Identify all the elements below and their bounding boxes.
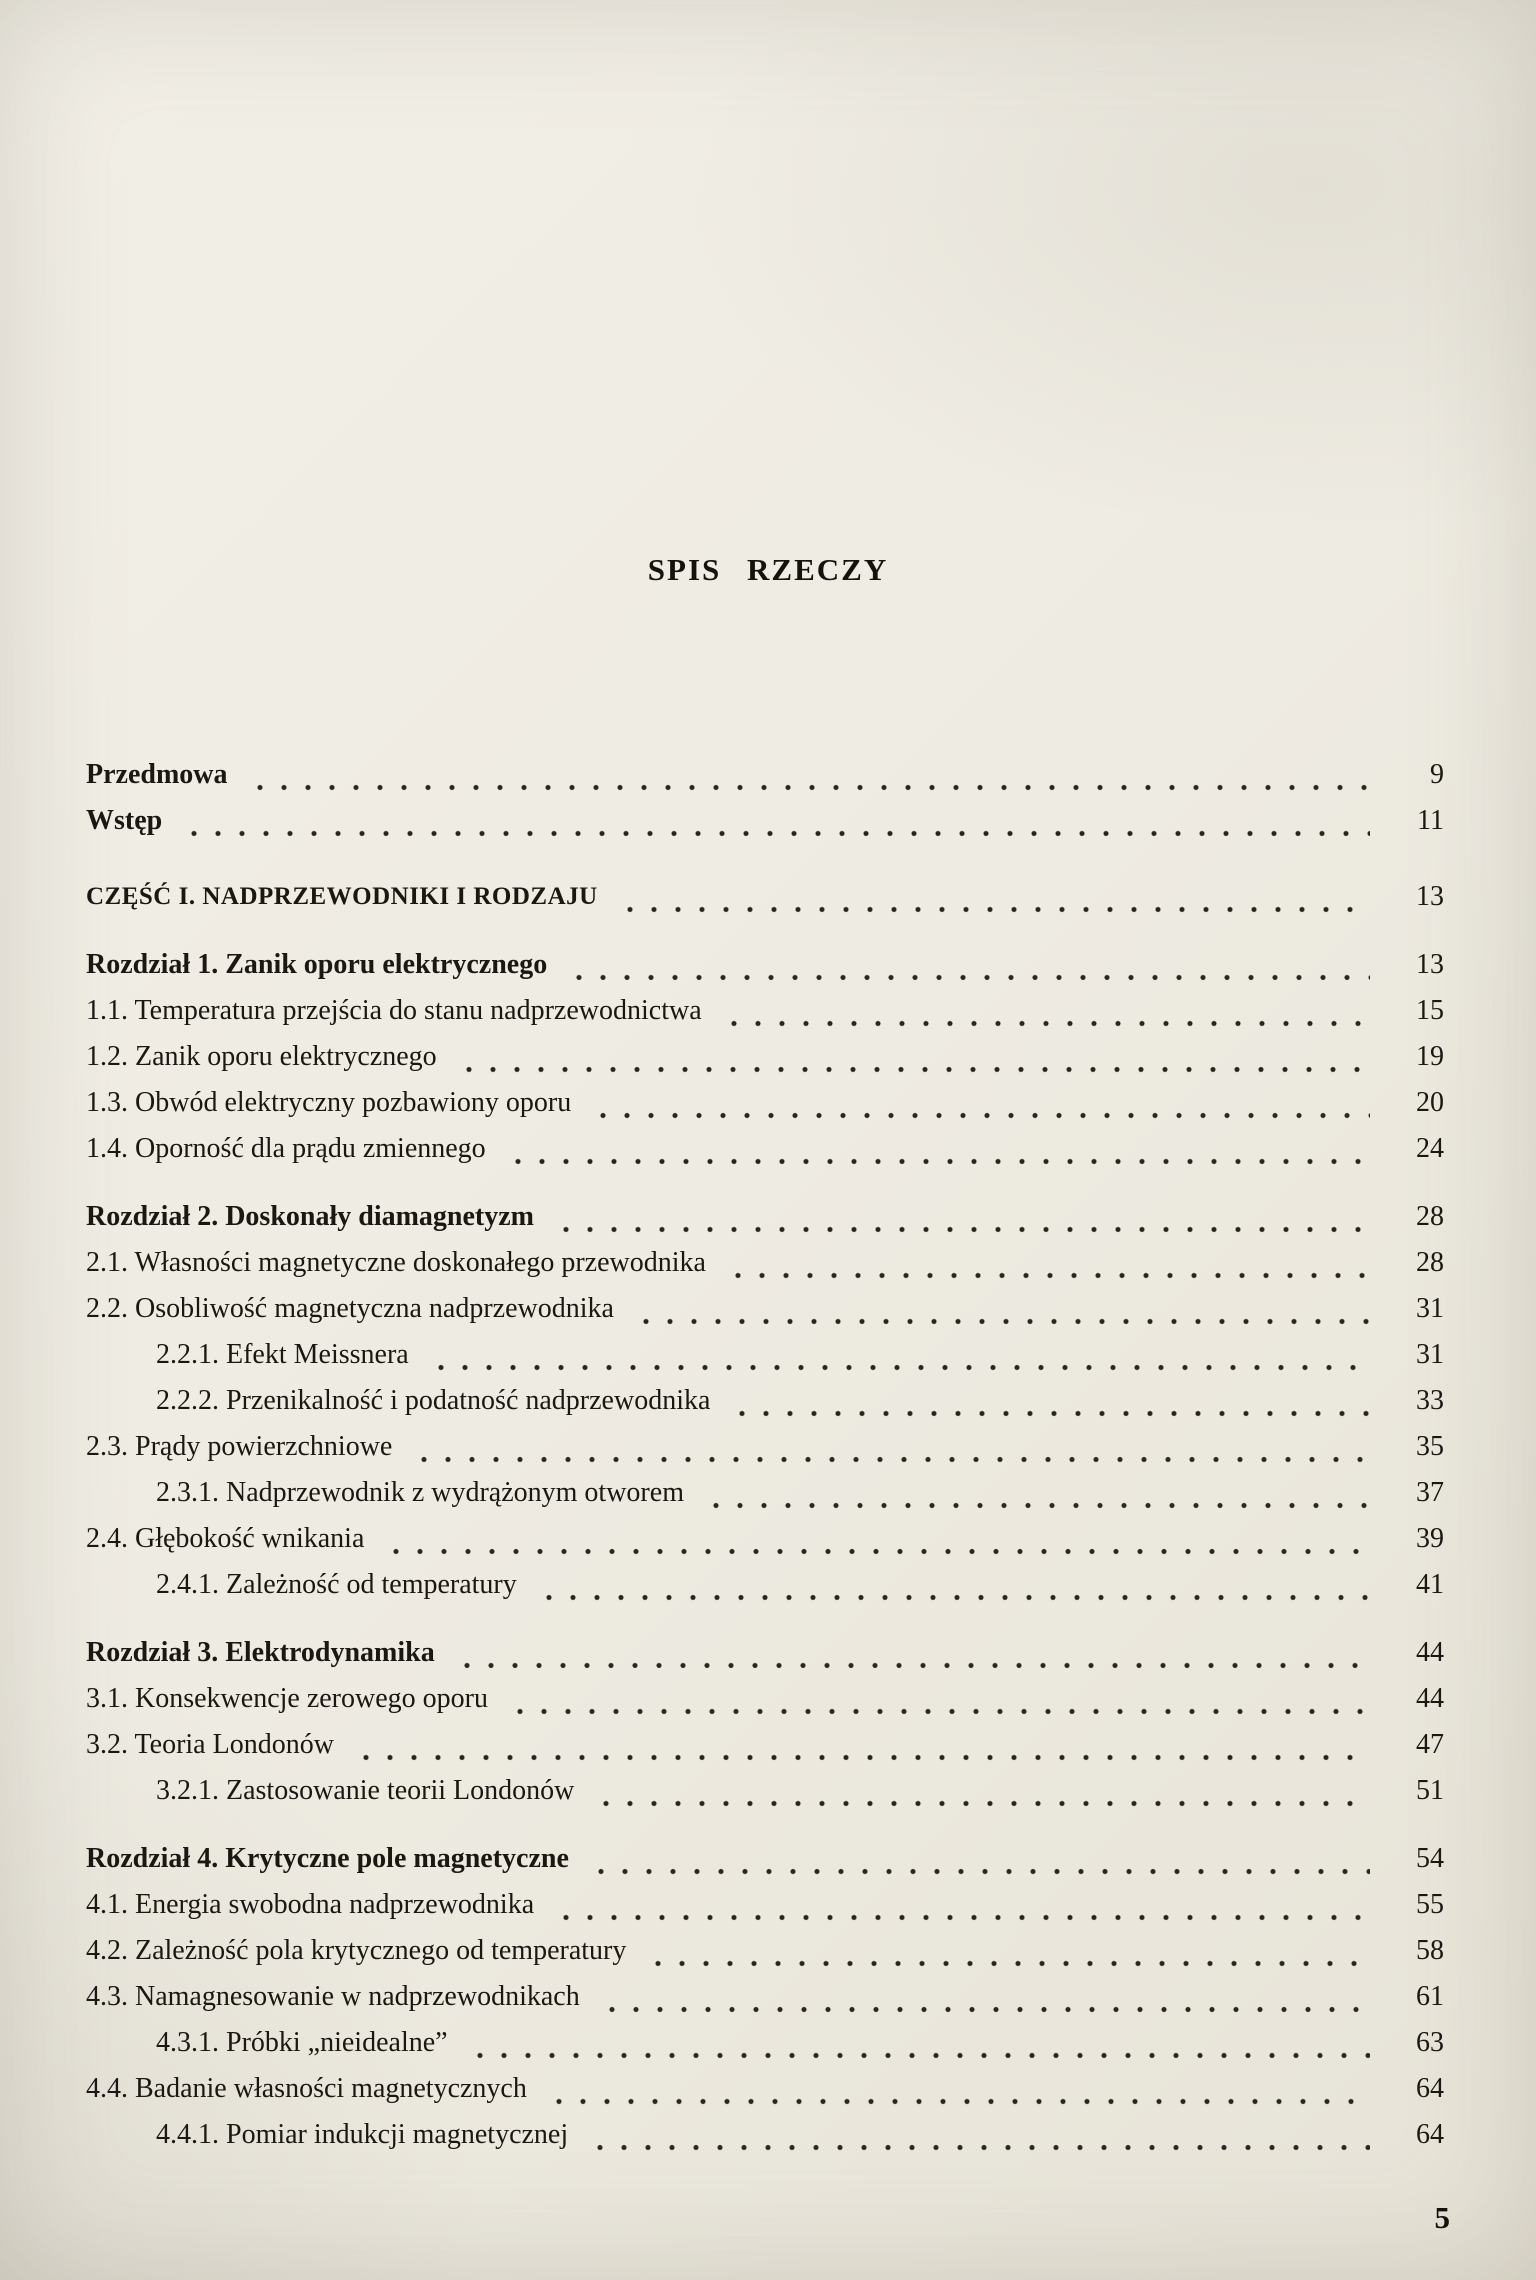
toc-entry-page: 64	[1416, 2119, 1444, 2150]
dot-leader	[457, 1034, 1370, 1080]
dot-leader	[726, 1240, 1370, 1286]
toc-entry-page: 20	[1416, 1087, 1444, 1118]
toc-entry	[86, 1836, 1444, 1882]
toc-entry-page: 63	[1416, 2027, 1444, 2058]
dot-leader	[588, 2112, 1370, 2158]
toc-entry-label: Przedmowa	[86, 759, 228, 790]
toc-entry-page: 33	[1416, 1385, 1444, 1416]
toc-entry	[86, 798, 1444, 844]
toc-entry	[86, 1562, 1444, 1608]
dot-leader	[508, 1676, 1370, 1722]
toc-entry-label: 2.1. Własności magnetyczne doskonałego przewodnika	[86, 1247, 706, 1278]
toc-entry-label: 2.2. Osobliwość magnetyczna nadprzewodnika	[86, 1293, 614, 1324]
dot-leader	[591, 1080, 1370, 1126]
toc-entry	[86, 2112, 1444, 2158]
dot-leader	[248, 752, 1370, 798]
toc-entry-label: 2.2.2. Przenikalność i podatność nadprzewodnika	[156, 1385, 711, 1416]
toc-entry-page: 61	[1416, 1981, 1444, 2012]
toc-entry-page: 13	[1416, 881, 1444, 912]
toc-entry-label: 4.4. Badanie własności magnetycznych	[86, 2073, 527, 2104]
toc-entry-page: 51	[1416, 1775, 1444, 1806]
page-number: 5	[1434, 2200, 1450, 2235]
dot-leader	[468, 2020, 1370, 2066]
toc-entry-page: 37	[1416, 1477, 1444, 1508]
toc-entry-label: 4.4.1. Pomiar indukcji magnetycznej	[156, 2119, 569, 2150]
toc-entry-label: 3.1. Konsekwencje zerowego oporu	[86, 1683, 488, 1714]
toc-entry	[86, 1676, 1444, 1722]
toc-entry-page: 24	[1416, 1133, 1444, 1164]
toc-entry	[86, 1516, 1444, 1562]
toc-entry-label: Wstęp	[86, 805, 163, 836]
toc-entry-label: Rozdział 3. Elektrodynamika	[86, 1637, 435, 1668]
toc-entry-label: 1.1. Temperatura przejścia do stanu nadprzewodnictwa	[86, 995, 702, 1026]
toc-entry-page: 9	[1430, 759, 1444, 790]
dot-leader	[384, 1516, 1370, 1562]
toc-entry-label: Rozdział 4. Krytyczne pole magnetyczne	[86, 1843, 569, 1874]
toc-entry	[86, 1928, 1444, 1974]
dot-leader	[600, 1974, 1370, 2020]
toc-entry-label: 4.2. Zależność pola krytycznego od temperatury	[86, 1935, 627, 1966]
toc-entry-page: 39	[1416, 1523, 1444, 1554]
dot-leader	[722, 988, 1370, 1034]
dot-leader	[567, 942, 1370, 988]
toc-entry	[86, 874, 1444, 920]
toc-entry-page: 44	[1416, 1683, 1444, 1714]
toc-entry-label: 4.3.1. Próbki „nieidealne”	[156, 2027, 448, 2058]
toc-entry	[86, 1882, 1444, 1928]
dot-leader	[618, 874, 1370, 920]
toc-entry	[86, 988, 1444, 1034]
dot-leader	[634, 1286, 1370, 1332]
toc-entry-label: Rozdział 1. Zanik oporu elektrycznego	[86, 949, 548, 980]
toc-entry	[86, 1194, 1444, 1240]
dot-leader	[547, 2066, 1370, 2112]
toc-entry-page: 47	[1416, 1729, 1444, 1760]
toc-entry-page: 44	[1416, 1637, 1444, 1668]
toc-entry	[86, 1286, 1444, 1332]
dot-leader	[589, 1836, 1370, 1882]
toc-entry-label: 4.3. Namagnesowanie w nadprzewodnikach	[86, 1981, 580, 2012]
dot-leader	[537, 1562, 1370, 1608]
toc-entry	[86, 1034, 1444, 1080]
toc-entry-page: 19	[1416, 1041, 1444, 1072]
dot-leader	[506, 1126, 1370, 1172]
toc-entry-page: 28	[1416, 1247, 1444, 1278]
toc-list	[86, 752, 1444, 2158]
toc-entry	[86, 752, 1444, 798]
toc-entry	[86, 2020, 1444, 2066]
toc-entry	[86, 1080, 1444, 1126]
dot-leader	[354, 1722, 1370, 1768]
dot-leader	[594, 1768, 1370, 1814]
toc-entry	[86, 1470, 1444, 1516]
toc-entry-label: 1.3. Obwód elektryczny pozbawiony oporu	[86, 1087, 572, 1118]
toc-entry-page: 58	[1416, 1935, 1444, 1966]
dot-leader	[429, 1332, 1370, 1378]
toc-entry-page: 31	[1416, 1293, 1444, 1324]
toc-entry-label: 2.3.1. Nadprzewodnik z wydrążonym otworem	[156, 1477, 684, 1508]
toc-entry	[86, 1768, 1444, 1814]
toc-entry-label: 3.2.1. Zastosowanie teorii Londonów	[156, 1775, 575, 1806]
toc-entry	[86, 1378, 1444, 1424]
toc-entry-label: 2.4.1. Zależność od temperatury	[156, 1569, 517, 1600]
toc-entry-label: 3.2. Teoria Londonów	[86, 1729, 334, 1760]
toc-entry	[86, 2066, 1444, 2112]
toc-entry-label: 2.2.1. Efekt Meissnera	[156, 1339, 409, 1370]
dot-leader	[412, 1424, 1370, 1470]
toc-entry-page: 41	[1416, 1569, 1444, 1600]
toc-entry	[86, 1722, 1444, 1768]
toc-entry-page: 11	[1417, 805, 1444, 836]
toc-entry-label: 2.4. Głębokość wnikania	[86, 1523, 365, 1554]
toc-entry	[86, 1332, 1444, 1378]
toc-entry	[86, 942, 1444, 988]
toc-entry	[86, 1424, 1444, 1470]
dot-leader	[730, 1378, 1370, 1424]
toc-entry	[86, 1126, 1444, 1172]
page-title: SPIS RZECZY	[647, 552, 889, 587]
toc-entry-page: 15	[1416, 995, 1444, 1026]
dot-leader	[704, 1470, 1370, 1516]
toc-entry	[86, 1630, 1444, 1676]
toc-entry	[86, 1974, 1444, 2020]
toc-entry-label: 4.1. Energia swobodna nadprzewodnika	[86, 1889, 535, 1920]
toc-entry-page: 55	[1416, 1889, 1444, 1920]
dot-leader	[554, 1882, 1370, 1928]
toc-entry-page: 31	[1416, 1339, 1444, 1370]
dot-leader	[646, 1928, 1370, 1974]
toc-entry-label: 1.2. Zanik oporu elektrycznego	[86, 1041, 437, 1072]
toc-entry	[86, 1240, 1444, 1286]
dot-leader	[182, 798, 1370, 844]
toc-entry-label: CZĘŚĆ I. NADPRZEWODNIKI I RODZAJU	[86, 883, 598, 910]
toc-entry-page: 54	[1416, 1843, 1444, 1874]
toc-entry-page: 13	[1416, 949, 1444, 980]
toc-entry-page: 28	[1416, 1201, 1444, 1232]
toc-entry-label: 2.3. Prądy powierzchniowe	[86, 1431, 393, 1462]
toc-entry-label: Rozdział 2. Doskonały diamagnetyzm	[86, 1201, 534, 1232]
toc-entry-page: 35	[1416, 1431, 1444, 1462]
dot-leader	[455, 1630, 1370, 1676]
dot-leader	[554, 1194, 1370, 1240]
toc-entry-page: 64	[1416, 2073, 1444, 2104]
toc-entry-label: 1.4. Oporność dla prądu zmiennego	[86, 1133, 486, 1164]
